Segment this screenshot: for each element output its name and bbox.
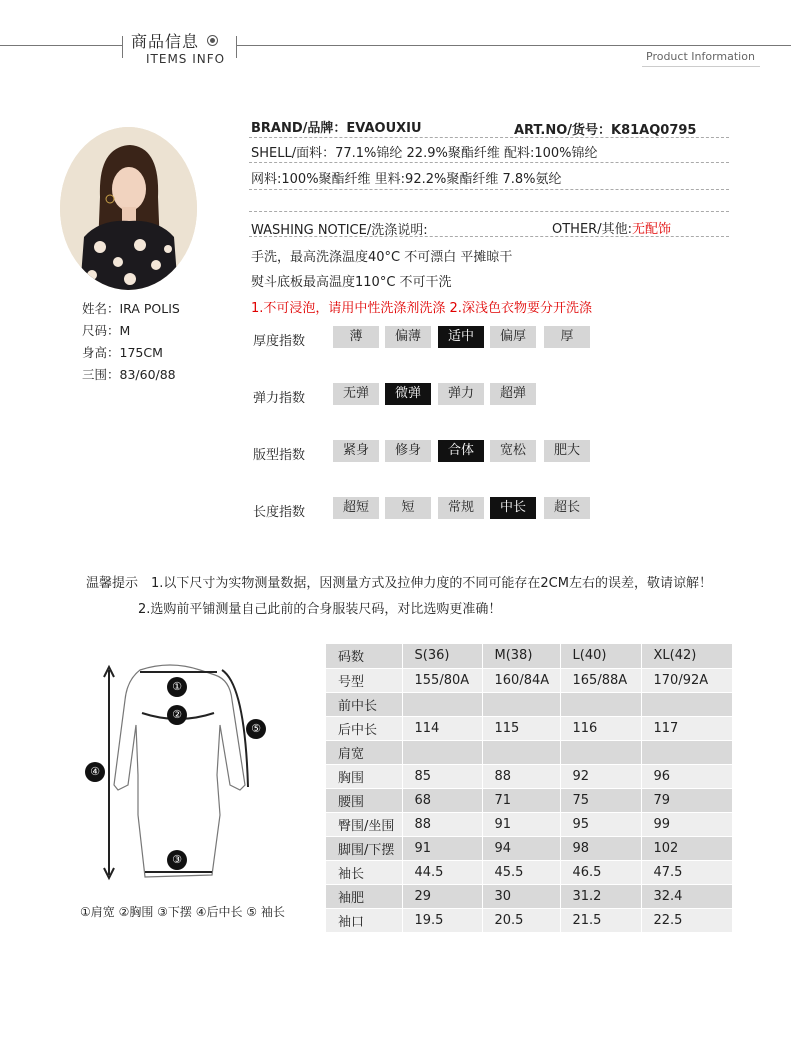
wash-warning: 1.不可浸泡，请用中性洗涤剂洗涤 2.深浅色衣物要分开洗涤 (251, 301, 592, 316)
table-cell: 94 (482, 836, 560, 860)
table-cell: 88 (482, 764, 560, 788)
table-cell: 32.4 (641, 884, 732, 908)
wash-line-1: 手洗，最高洗涤温度40°C 不可漂白 平摊晾干 (251, 250, 513, 265)
table-cell: 155/80A (402, 668, 482, 692)
index-option: 宽松 (490, 440, 536, 462)
header-rule-right (236, 45, 791, 46)
model-size: 尺码：M (82, 323, 131, 338)
index-option-selected: 中长 (490, 497, 536, 519)
size-table (326, 644, 733, 933)
marker-4: ④ (85, 762, 105, 782)
table-cell (641, 692, 732, 716)
shell-text: SHELL/面料：77.1%锦纶 22.9%聚酯纤维 配料:100%锦纶 (251, 146, 598, 161)
table-cell: 臀围/坐围 (326, 812, 402, 836)
table-cell (560, 740, 641, 764)
table-cell: 96 (641, 764, 732, 788)
page-title: 商品信息 (131, 32, 200, 51)
table-row (326, 908, 732, 932)
tips-line-1: 1.以下尺寸为实物测量数据，因测量方式及拉伸力度的不同可能存在2CM左右的误差，敬请谅解！ (151, 576, 712, 591)
index-option: 偏厚 (490, 326, 536, 348)
table-cell: 45.5 (482, 860, 560, 884)
table-cell: 71 (482, 788, 560, 812)
table-cell: 肩宽 (326, 740, 402, 764)
table-cell: 114 (402, 716, 482, 740)
table-cell (560, 692, 641, 716)
index-option: 薄 (333, 326, 379, 348)
divider (249, 137, 729, 138)
table-cell: 85 (402, 764, 482, 788)
index-option: 超长 (544, 497, 590, 519)
target-icon (207, 35, 218, 46)
marker-2: ② (167, 705, 187, 725)
header-tick-left (122, 36, 123, 58)
art-no-text: ART.NO/货号：K81AQ0795 (514, 123, 697, 138)
index-option-selected: 适中 (438, 326, 484, 348)
table-cell: 165/88A (560, 668, 641, 692)
page-subtitle: ITEMS INFO (146, 52, 226, 66)
table-cell: 47.5 (641, 860, 732, 884)
table-cell: 后中长 (326, 716, 402, 740)
table-cell: 116 (560, 716, 641, 740)
table-cell: 腰围 (326, 788, 402, 812)
table-row (326, 692, 732, 716)
mesh-text: 网料:100%聚酯纤维 里料:92.2%聚酯纤维 7.8%氨纶 (251, 172, 562, 187)
table-row (326, 788, 732, 812)
index-option: 超弹 (490, 383, 536, 405)
table-cell: 胸围 (326, 764, 402, 788)
index-option: 超短 (333, 497, 379, 519)
index-label: 厚度指数 (253, 334, 306, 349)
table-cell: 170/92A (641, 668, 732, 692)
table-cell (482, 692, 560, 716)
tips-label: 温馨提示 (86, 576, 139, 591)
table-cell: 68 (402, 788, 482, 812)
index-option: 常规 (438, 497, 484, 519)
table-cell: 99 (641, 812, 732, 836)
table-cell: XL(42) (641, 644, 732, 668)
table-cell: 码数 (326, 644, 402, 668)
header-rule-small (642, 66, 760, 67)
table-cell: 75 (560, 788, 641, 812)
table-cell: 号型 (326, 668, 402, 692)
table-cell: 31.2 (560, 884, 641, 908)
index-label: 版型指数 (253, 448, 306, 463)
table-cell: 44.5 (402, 860, 482, 884)
index-option: 肥大 (544, 440, 590, 462)
model-photo (60, 127, 197, 290)
brand-text: BRAND/品牌：EVAOUXIU (251, 121, 422, 136)
divider (249, 211, 729, 212)
table-cell (402, 692, 482, 716)
index-label: 长度指数 (253, 505, 306, 520)
index-option: 短 (385, 497, 431, 519)
model-measurements: 三围：83/60/88 (82, 367, 176, 382)
table-cell: 46.5 (560, 860, 641, 884)
table-cell: 19.5 (402, 908, 482, 932)
diagram-legend: ①肩宽 ②胸围 ③下摆 ④后中长 ⑤ 袖长 (80, 905, 285, 919)
index-option: 紧身 (333, 440, 379, 462)
table-row (326, 812, 732, 836)
index-option: 修身 (385, 440, 431, 462)
table-cell: 115 (482, 716, 560, 740)
divider (249, 162, 729, 163)
table-cell: 160/84A (482, 668, 560, 692)
table-cell (482, 740, 560, 764)
index-option: 厚 (544, 326, 590, 348)
model-name: 姓名：IRA POLIS (82, 301, 180, 316)
index-option: 无弹 (333, 383, 379, 405)
table-cell: 袖长 (326, 860, 402, 884)
marker-3: ③ (167, 850, 187, 870)
index-option-selected: 微弹 (385, 383, 431, 405)
table-cell: 91 (482, 812, 560, 836)
table-row (326, 860, 732, 884)
table-cell: 前中长 (326, 692, 402, 716)
table-cell: 92 (560, 764, 641, 788)
table-cell: 88 (402, 812, 482, 836)
table-cell: 95 (560, 812, 641, 836)
table-cell: 袖口 (326, 908, 402, 932)
marker-1: ① (167, 677, 187, 697)
table-row (326, 884, 732, 908)
table-cell: 102 (641, 836, 732, 860)
index-option: 弹力 (438, 383, 484, 405)
header-rule-left (0, 45, 122, 46)
table-cell: L(40) (560, 644, 641, 668)
marker-5: ⑤ (246, 719, 266, 739)
table-cell: 袖肥 (326, 884, 402, 908)
table-cell: 20.5 (482, 908, 560, 932)
header-tick-right (236, 36, 237, 58)
divider (249, 189, 729, 190)
table-row (326, 836, 732, 860)
other-label: OTHER/其他:无配饰 (552, 222, 671, 237)
table-cell: M(38) (482, 644, 560, 668)
table-cell: 22.5 (641, 908, 732, 932)
index-option-selected: 合体 (438, 440, 484, 462)
other-value: 无配饰 (631, 222, 671, 237)
table-cell: 29 (402, 884, 482, 908)
table-row (326, 740, 732, 764)
table-cell: 30 (482, 884, 560, 908)
table-cell: 91 (402, 836, 482, 860)
table-cell: 79 (641, 788, 732, 812)
table-cell: 117 (641, 716, 732, 740)
table-cell: 98 (560, 836, 641, 860)
table-cell: 21.5 (560, 908, 641, 932)
table-row (326, 716, 732, 740)
header-right-label: Product Information (646, 50, 755, 63)
model-height: 身高：175CM (82, 345, 163, 360)
wash-line-2: 熨斗底板最高温度110°C 不可干洗 (251, 275, 452, 290)
table-cell (402, 740, 482, 764)
table-row (326, 668, 732, 692)
index-option: 偏薄 (385, 326, 431, 348)
table-header-row (326, 644, 732, 668)
index-label: 弹力指数 (253, 391, 306, 406)
washing-title: WASHING NOTICE/洗涤说明: (251, 223, 428, 238)
table-cell (641, 740, 732, 764)
table-cell: S(36) (402, 644, 482, 668)
table-row (326, 764, 732, 788)
divider (249, 236, 729, 237)
table-cell: 脚围/下摆 (326, 836, 402, 860)
tips-line-2: 2.选购前平铺测量自己此前的合身服装尺码，对比选购更准确！ (138, 602, 502, 617)
